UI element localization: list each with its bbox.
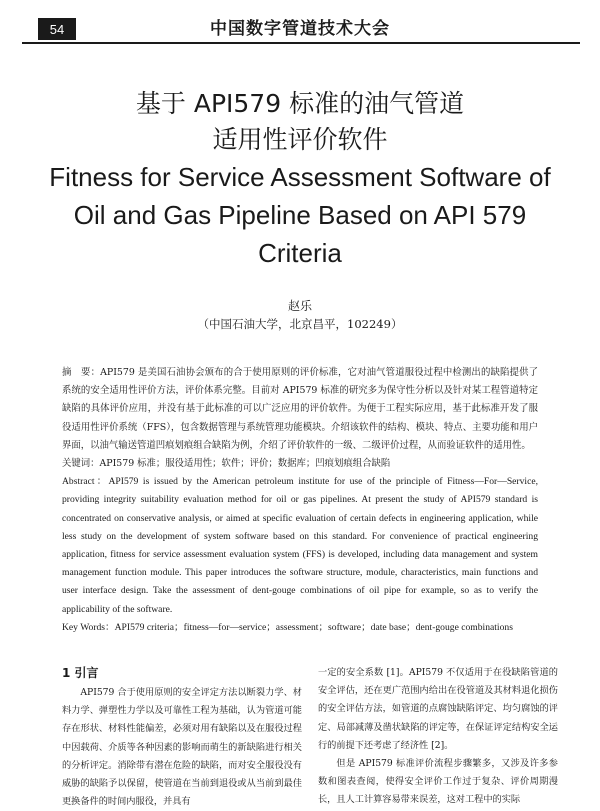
body-column-right (318, 664, 558, 810)
abstract-block (62, 364, 538, 637)
title-block (0, 86, 600, 272)
keywords-zh-label: 关键词： (62, 458, 100, 470)
section1-right-paragraph-2: 但是 API579 标准评价流程步骤繁多，又涉及许多参数和图表查阅，使得安全评价工作过于复杂、评价周期漫长，且人工计算容易带来误差，这对工程中的实际 (318, 758, 558, 806)
keywords-en-label: Key Words： (62, 621, 115, 633)
abstract-en-text: API579 is issued by the American petroleum institute for use of the principle of Fitness—For—Service, providing integrity suitability evaluation method for oil or gas pipelines. At present the study of API579 standard is concentrated on conservative analysis, or aimed at specific evaluation of certain defects in engineering application, while less study on the development of system software based on this standard. For convenience of practical engineering application, fitness for service assessment evaluation system (FFS) is developed, including data management and system management function module. This paper introduces the software structure, module, characteristics, main functions and user interface design. Take the assessment of dent-gouge combinations of oil pipe for example, so as to verify the applicability of the software. (62, 476, 538, 615)
section-heading: 1 引言 (62, 666, 99, 680)
keywords-zh (62, 455, 538, 473)
journal-name: 中国数字管道技术大会 (210, 19, 390, 39)
body-column-left (62, 664, 302, 811)
keywords-zh-text: API579 标准；服役适用性；软件；评价；数据库；凹痕划痕组合缺陷 (99, 458, 391, 470)
keywords-en (62, 619, 538, 637)
abstract-zh-text: API579 是美国石油协会颁布的合于使用原则的评价标准，它对油气管道服役过程中检测出的缺陷提供了系统的安全适用性评价方法，评价体系完整。目前对 API579 标准的研究多为保守性分析以及针对某工程管道特定缺陷的具体评价应用，并没有基于此标准的可以广泛应用的评价软件。为便于工程实际应用，基于此标准开发了服役适用性评价系统（FFS），包含数据管理与系统管理功能模块。介绍该软件的结构、模块、特点、主要功能和用户界面，以油气输送管道凹痕划痕组合缺陷为例，介绍了评价软件的一级、二级评价过程，从而验证软件的适用性。 (62, 367, 538, 451)
author-name: 赵乐 (287, 299, 312, 313)
abstract-en-label: Abstract： (62, 476, 109, 488)
header-rule (22, 42, 580, 44)
section1-right-paragraph-1: 一定的安全系数 [1]。API579 不仅适用于在役缺陷管道的安全评估，还在更广范围内给出在役管道及其材料退化损伤的安全评估方法，如管道的点腐蚀缺陷评定、均匀腐蚀的评定、局部减薄及凿状缺陷的评定等，在保证评定结构安全运行的前提下还考虑了经济性 [2]。 (318, 667, 558, 751)
section1-left-paragraph: API579 合于使用原则的安全评定方法以断裂力学、材料力学、弹塑性力学以及可靠性工程为基础，认为管道可能存在形状、材料性能偏差，必须对用有缺陷以及在服役过程中因载荷、介质等各种因素的影响而萌生的新缺陷进行相关的分析评定。消除带有潜在危险的缺陷，而对安全服役没有威胁的缺陷予以保留，使管道在当前到退役或从当前到最佳更换备件的时间内服役，并具有 (62, 687, 302, 808)
title-en: Fitness for Service Assessment Software of Oil and Gas Pipeline Based on API 579 Criteria (49, 162, 551, 268)
title-zh-line1: 基于 API579 标准的油气管道 (135, 89, 465, 118)
abstract-zh-label: 摘 要： (62, 367, 101, 378)
keywords-en-text: API579 criteria；fitness—for—service；assessment；software；date base；dent-gouge combinations (114, 621, 513, 633)
abstract-en (62, 473, 538, 619)
author-affiliation: （中国石油大学，北京昌平，102249） (197, 317, 403, 331)
title-zh-line2: 适用性评价软件 (212, 125, 388, 154)
page-number: 54 (38, 18, 76, 40)
abstract-zh (62, 364, 538, 455)
